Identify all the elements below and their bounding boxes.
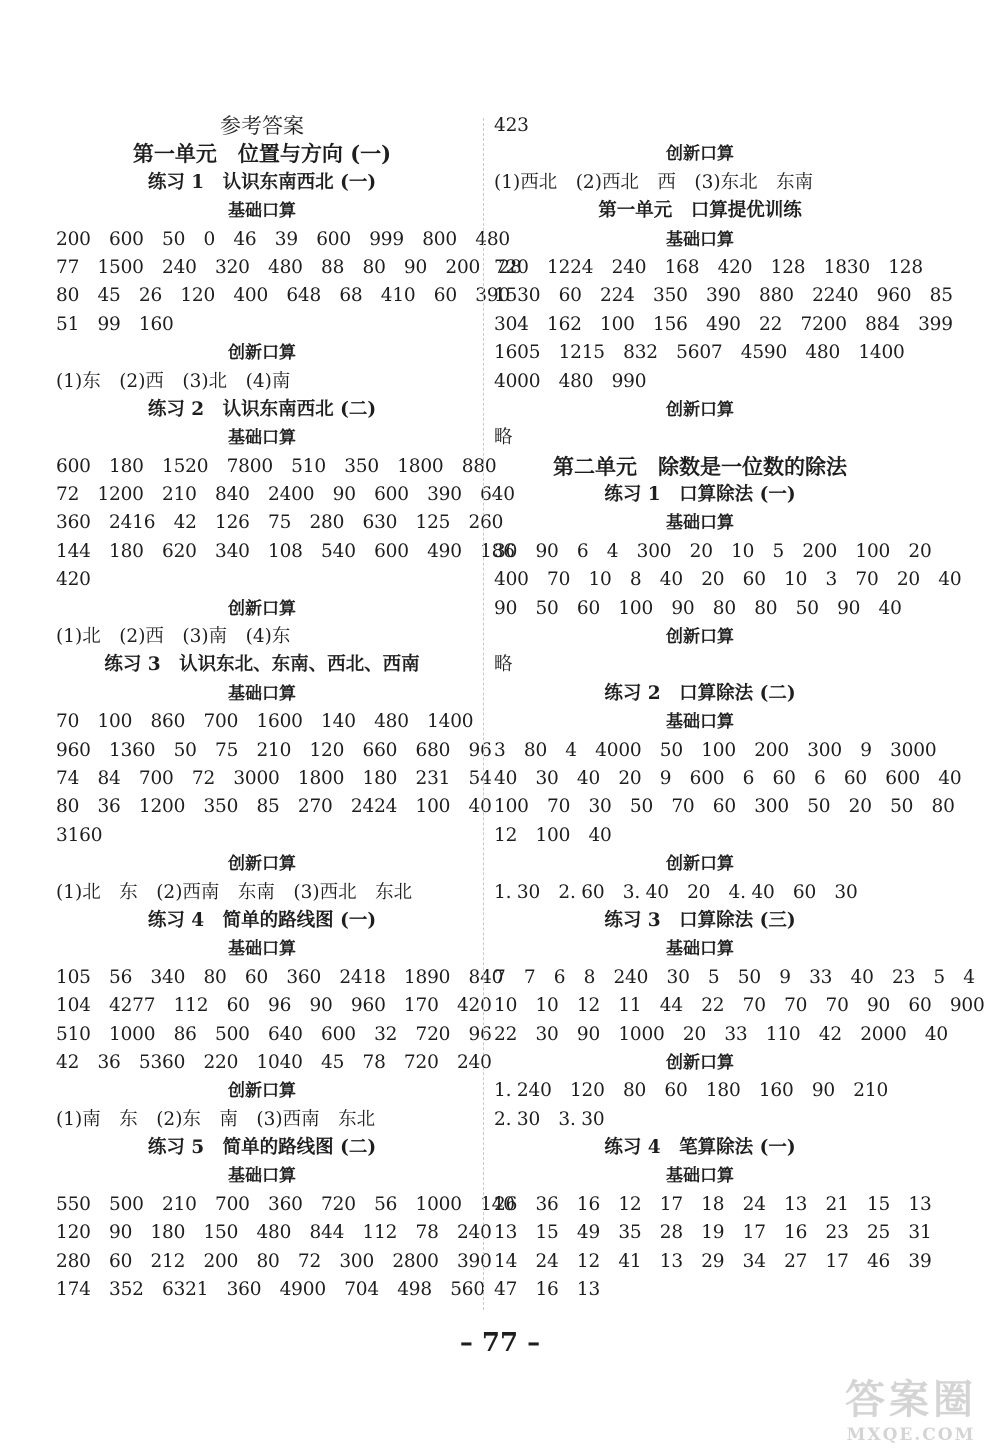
answer-line: (1)西北 (2)西北 西 (3)东北 东南 — [494, 171, 814, 193]
exercise-heading: 第一单元 口算提优训练 — [598, 200, 802, 222]
answer-line: 26 36 16 12 17 18 24 13 21 15 13 — [494, 1193, 932, 1215]
answer-line: 77 1500 240 320 480 88 80 90 200 28 — [56, 256, 522, 278]
section-heading: 基础口算 — [666, 712, 734, 733]
answer-line: 144 180 620 340 108 540 600 490 186 — [56, 540, 515, 562]
section-heading: 基础口算 — [228, 428, 296, 449]
answer-line: 423 — [494, 115, 529, 136]
answer-line: 14 24 12 41 13 29 34 27 17 46 39 — [494, 1250, 932, 1272]
answer-line: 74 84 700 72 3000 1800 180 231 54 — [56, 767, 492, 789]
left-column — [56, 112, 522, 1304]
section-heading: 创新口算 — [666, 627, 734, 648]
unit-heading: 第一单元 位置与方向 (一) — [132, 141, 392, 167]
answer-line: 280 60 212 200 80 72 300 2800 390 — [56, 1250, 492, 1272]
exercise-heading: 练习 3 认识东北、东南、西北、西南 — [104, 654, 420, 676]
answer-line: (1)北 东 (2)西南 东南 (3)西北 东北 — [56, 881, 413, 903]
answer-line: 80 36 1200 350 85 270 2424 100 40 — [56, 796, 492, 818]
answer-line: 4000 480 990 — [494, 370, 647, 392]
answer-line: 13 15 49 35 28 19 17 16 23 25 31 — [494, 1222, 932, 1244]
answer-line: 70 100 860 700 1600 140 480 1400 — [56, 711, 474, 733]
answer-line: 1530 60 224 350 390 880 2240 960 85 — [494, 285, 953, 307]
section-heading: 基础口算 — [228, 683, 296, 704]
answer-line: 200 600 50 0 46 39 600 999 800 480 — [56, 228, 510, 250]
watermark-bottom: MXQE.COM — [846, 1425, 976, 1445]
answer-line: 80 45 26 120 400 648 68 410 60 390 — [56, 285, 510, 307]
answer-line: (1)东 (2)西 (3)北 (4)南 — [56, 370, 291, 392]
answer-line: 47 16 13 — [494, 1279, 601, 1301]
answer-line: 550 500 210 700 360 720 56 1000 140 — [56, 1193, 515, 1215]
section-heading: 基础口算 — [666, 1166, 734, 1187]
exercise-heading: 练习 4 简单的路线图 (一) — [147, 909, 377, 931]
answer-line: 72 1200 210 840 2400 90 600 390 640 — [56, 484, 515, 506]
answer-line: 960 1360 50 75 210 120 660 680 96 — [56, 739, 492, 761]
section-heading: 基础口算 — [666, 939, 734, 960]
answer-line: 7 7 6 8 240 30 5 50 9 33 40 23 5 4 — [494, 966, 975, 988]
answer-line: 略 — [494, 654, 513, 676]
answer-line: (1)北 (2)西 (3)南 (4)东 — [56, 626, 291, 648]
answer-line: (1)南 东 (2)东 南 (3)西南 东北 — [56, 1108, 376, 1130]
section-heading: 创新口算 — [666, 144, 734, 165]
section-heading: 基础口算 — [228, 939, 296, 960]
section-heading: 创新口算 — [228, 1081, 296, 1102]
right-column — [494, 112, 985, 1304]
section-heading: 创新口算 — [228, 343, 296, 364]
section-heading: 创新口算 — [666, 399, 734, 420]
exercise-heading: 练习 3 口算除法 (三) — [604, 909, 796, 931]
answer-line: 120 90 180 150 480 844 112 78 240 — [56, 1222, 492, 1244]
answer-line: 360 2416 42 126 75 280 630 125 260 — [56, 512, 504, 534]
answer-line: 90 50 60 100 90 80 80 50 90 40 — [494, 597, 902, 619]
section-heading: 创新口算 — [228, 854, 296, 875]
exercise-heading: 练习 5 简单的路线图 (二) — [147, 1137, 377, 1159]
answer-line: 1. 30 2. 60 3. 40 20 4. 40 60 30 — [494, 881, 858, 903]
answer-line: 略 — [494, 427, 513, 449]
section-heading: 基础口算 — [228, 1166, 296, 1187]
answer-line: 100 70 30 50 70 60 300 50 20 50 80 — [494, 796, 955, 818]
answer-line: 30 90 6 4 300 20 10 5 200 100 20 — [494, 540, 932, 562]
unit-heading: 第二单元 除数是一位数的除法 — [553, 453, 847, 479]
answer-line: 2. 30 3. 30 — [494, 1108, 605, 1130]
exercise-heading: 练习 2 认识东南西北 (二) — [147, 398, 377, 420]
answer-line: 400 70 10 8 40 20 60 10 3 70 20 40 — [494, 569, 962, 591]
exercise-heading: 练习 4 笔算除法 (一) — [604, 1137, 796, 1159]
answer-title: 参考答案 — [220, 114, 304, 138]
answer-line: 600 180 1520 7800 510 350 1800 880 — [56, 455, 497, 477]
answer-line: 104 4277 112 60 96 90 960 170 420 — [56, 995, 492, 1017]
section-heading: 创新口算 — [666, 1052, 734, 1073]
answer-line: 10 10 12 11 44 22 70 70 70 90 60 900 — [494, 995, 985, 1017]
answer-line: 1605 1215 832 5607 4590 480 1400 — [494, 342, 905, 364]
answer-line: 12 100 40 — [494, 824, 612, 846]
answer-line: 51 99 160 — [56, 313, 174, 335]
section-heading: 基础口算 — [666, 513, 734, 534]
answer-line: 42 36 5360 220 1040 45 78 720 240 — [56, 1051, 492, 1073]
section-heading: 基础口算 — [666, 229, 734, 250]
answer-line: 174 352 6321 360 4900 704 498 560 — [56, 1279, 485, 1301]
answer-line: 3 80 4 4000 50 100 200 300 9 3000 — [494, 739, 937, 761]
exercise-heading: 练习 1 口算除法 (一) — [604, 484, 796, 506]
answer-line: 22 30 90 1000 20 33 110 42 2000 40 — [494, 1023, 948, 1045]
page-number: – 77 – — [459, 1328, 541, 1358]
answer-line: 720 1224 240 168 420 128 1830 128 — [494, 256, 923, 278]
answer-line: 105 56 340 80 60 360 2418 1890 840 — [56, 966, 504, 988]
answer-line: 3160 — [56, 824, 103, 846]
column-divider — [483, 118, 484, 1310]
section-heading: 创新口算 — [666, 854, 734, 875]
answer-line: 1. 240 120 80 60 180 160 90 210 — [494, 1080, 889, 1102]
answer-line: 420 — [56, 569, 91, 591]
section-heading: 创新口算 — [228, 598, 296, 619]
answer-line: 304 162 100 156 490 22 7200 884 399 — [494, 313, 953, 335]
exercise-heading: 练习 1 认识东南西北 (一) — [147, 171, 377, 193]
answer-line: 510 1000 86 500 640 600 32 720 96 — [56, 1023, 492, 1045]
section-heading: 基础口算 — [228, 201, 296, 222]
exercise-heading: 练习 2 口算除法 (二) — [604, 682, 796, 704]
watermark-top: 答案圈 — [845, 1376, 977, 1423]
watermark-logo — [836, 1368, 986, 1445]
answer-line: 40 30 40 20 9 600 6 60 6 60 600 40 — [494, 767, 962, 789]
